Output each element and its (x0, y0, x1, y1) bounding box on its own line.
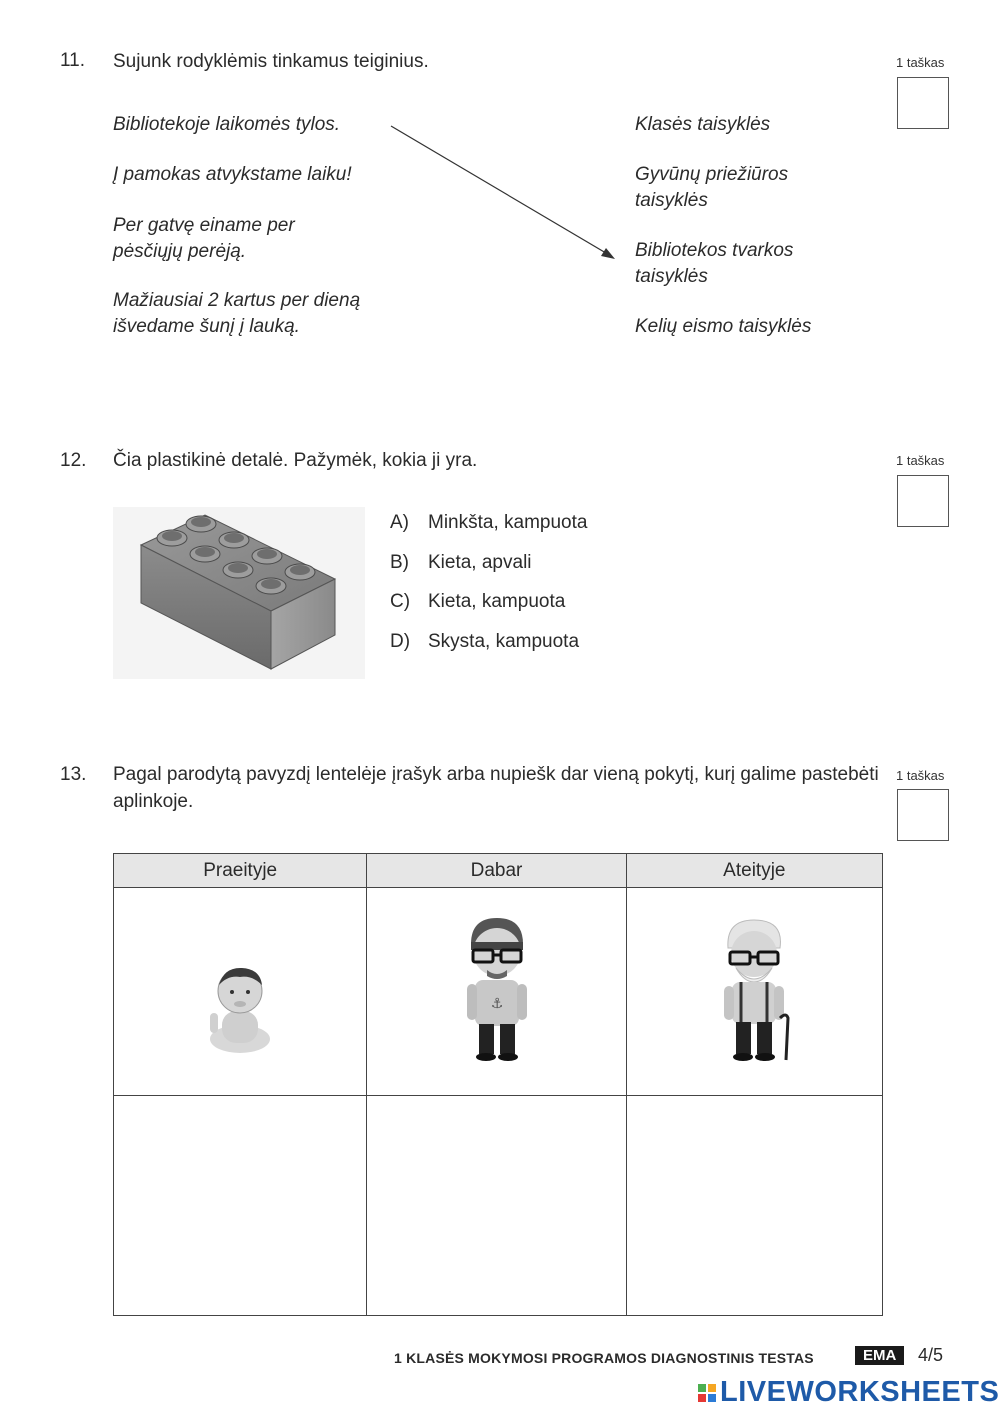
q12-option-text: Skysta, kampuota (428, 631, 580, 652)
q12-option-d[interactable] (390, 631, 579, 653)
example-cell-past (114, 888, 367, 1096)
changes-table (113, 853, 883, 1316)
svg-text:⚓: ⚓ (490, 996, 503, 1012)
page-number: 4/5 (918, 1345, 944, 1365)
q11-score-box[interactable] (897, 77, 949, 129)
q11-points-label: 1 taškas (896, 55, 945, 70)
liveworksheets-text: LIVEWORKSHEETS (720, 1376, 1000, 1408)
q11-rule-4[interactable]: Kelių eismo taisyklės (635, 316, 812, 337)
q12-option-a[interactable] (390, 512, 587, 534)
q13-points-label: 1 taškas (896, 768, 945, 783)
q12-option-text: Kieta, kampuota (428, 591, 566, 612)
baby-icon (200, 959, 280, 1059)
old-man-icon (714, 914, 794, 1064)
q12-option-b[interactable] (390, 552, 532, 574)
q12-option-letter: D) (390, 631, 411, 652)
q11-question: Sujunk rodyklėmis tinkamus teiginius. (113, 51, 429, 72)
q12-score-box[interactable] (897, 475, 949, 527)
young-man-icon (457, 914, 537, 1064)
q11-rule-2[interactable]: Gyvūnų priežiūros taisyklės (635, 164, 789, 211)
col-header-future: Ateityje (626, 854, 882, 888)
ema-badge: EMA (855, 1346, 904, 1365)
q12-option-letter: B) (390, 552, 409, 573)
example-cell-future (626, 888, 882, 1096)
q11-statement-1[interactable]: Bibliotekoje laikomės tylos. (113, 114, 341, 135)
liveworksheets-grid-icon (698, 1384, 716, 1402)
q13-question: Pagal parodytą pavyzdį lentelėje įrašyk arba nupiešk dar vieną pokytį, kurį galime pastebėti aplinkoje. (113, 764, 879, 812)
q12-number: 12. (60, 450, 87, 471)
q12-question: Čia plastikinė detalė. Pažymėk, kokia ji yra. (113, 450, 478, 471)
lego-brick-icon (113, 507, 365, 679)
q11-rule-3[interactable]: Bibliotekos tvarkos taisyklės (635, 240, 794, 287)
q13-score-box[interactable] (897, 789, 949, 841)
answer-cell-future[interactable] (626, 1096, 882, 1316)
q12-option-letter: A) (390, 512, 409, 533)
liveworksheets-logo[interactable] (698, 1376, 999, 1409)
footer-title: 1 KLASĖS MOKYMOSI PROGRAMOS DIAGNOSTINIS TESTAS (394, 1350, 814, 1366)
q13-number: 13. (60, 764, 87, 785)
q11-statement-2[interactable]: Į pamokas atvykstame laiku! (113, 164, 352, 185)
q12-option-letter: C) (390, 591, 411, 612)
q11-example-arrow (385, 120, 625, 265)
q12-points-label: 1 taškas (896, 453, 945, 468)
answer-cell-now[interactable] (367, 1096, 626, 1316)
q12-option-text: Kieta, apvali (428, 552, 532, 573)
q11-number: 11. (60, 50, 86, 71)
answer-cell-past[interactable] (114, 1096, 367, 1316)
q11-statement-4[interactable]: Mažiausiai 2 kartus per dieną išvedame šunį į lauką. (113, 290, 361, 337)
col-header-past: Praeityje (114, 854, 367, 888)
example-cell-now (367, 888, 626, 1096)
q11-statement-3[interactable]: Per gatvę einame per pėsčiųjų perėją. (113, 215, 295, 262)
col-header-now: Dabar (367, 854, 626, 888)
q11-rule-1[interactable]: Klasės taisyklės (635, 114, 771, 135)
q12-option-text: Minkšta, kampuota (428, 512, 588, 533)
q12-option-c[interactable] (390, 591, 565, 613)
